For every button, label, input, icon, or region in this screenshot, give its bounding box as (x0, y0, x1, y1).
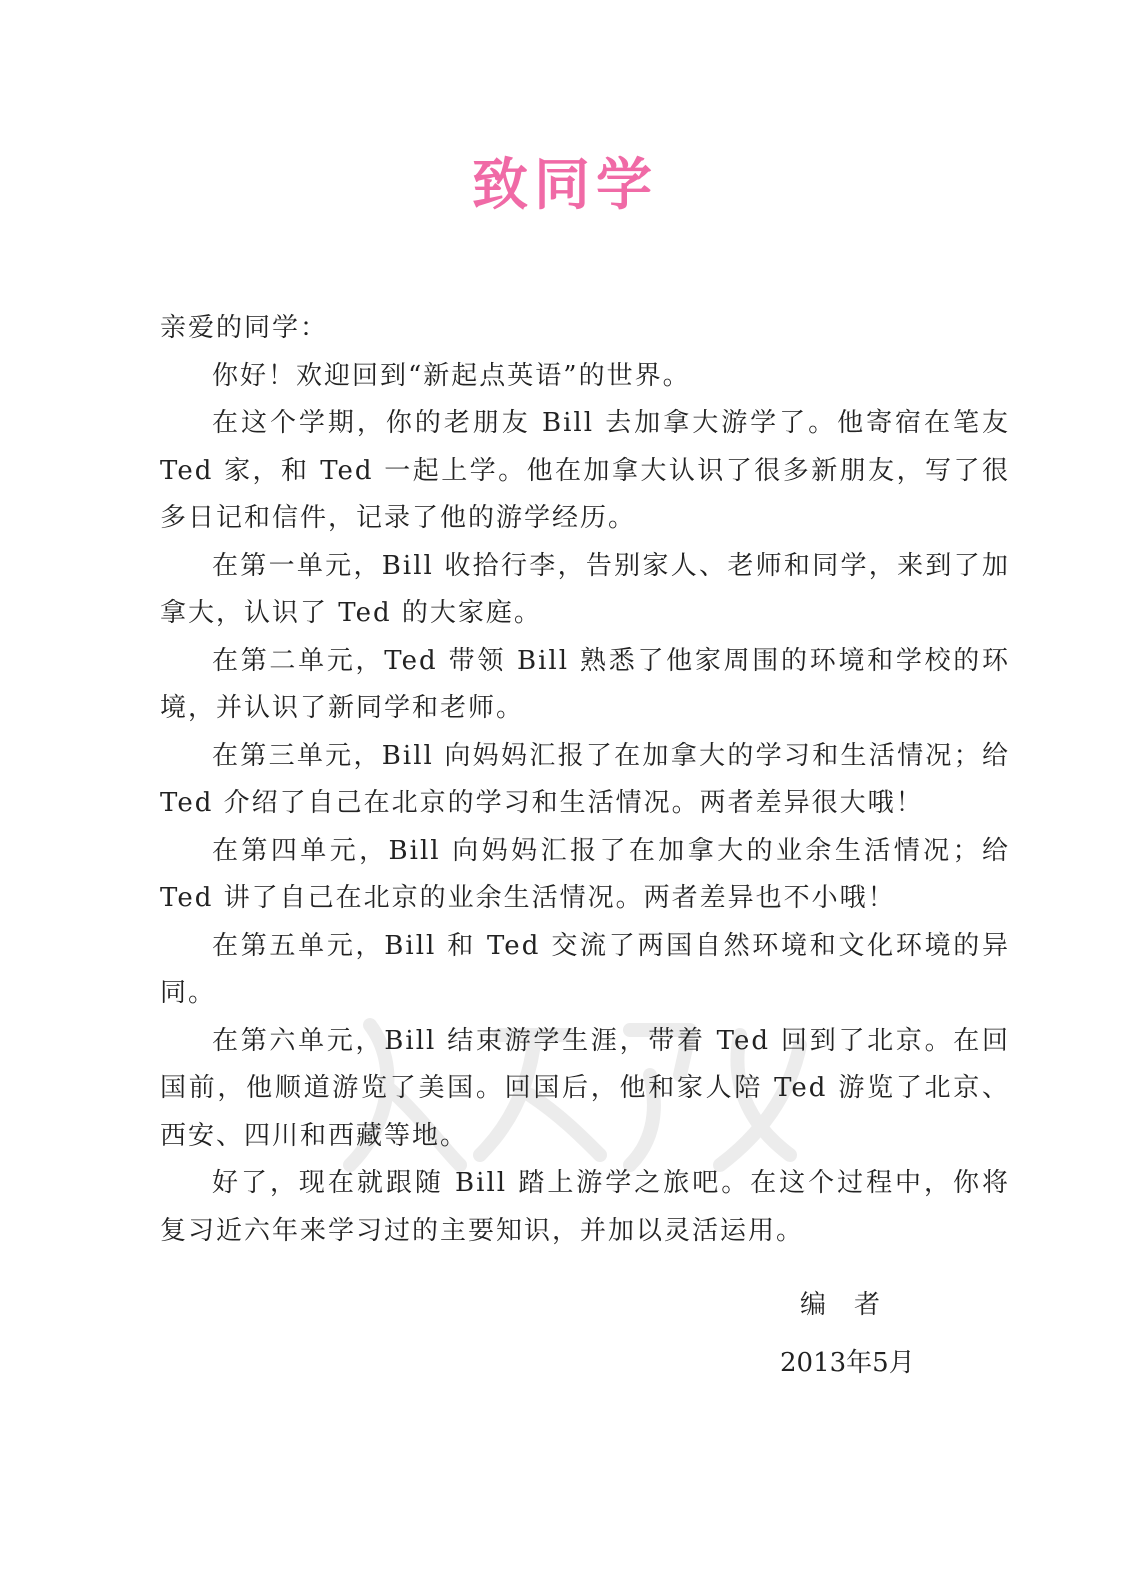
date: 2013年5月 (780, 1348, 915, 1378)
paragraph-closing: 好了，现在就跟随 Bill 踏上游学之旅吧。在这个过程中，你将复习近六年来学习过的主要知识，并加以灵活运用。 (160, 1168, 1010, 1246)
paragraph-unit-2: 在第二单元，Ted 带领 Bill 熟悉了他家周围的环境和学校的环境，并认识了新同学和老师。 (160, 645, 1010, 723)
signature: 编者 (800, 1290, 909, 1320)
letter-body (160, 305, 1010, 1255)
paragraph-unit-4: 在第四单元，Bill 向妈妈汇报了在加拿大的业余生活情况；给 Ted 讲了自己在北京的业余生活情况。两者差异也不小哦！ (160, 835, 1010, 913)
paragraph-greeting: 你好！欢迎回到“新起点英语”的世界。 (212, 360, 691, 391)
paragraph-intro: 在这个学期，你的老朋友 Bill 去加拿大游学了。他寄宿在笔友 Ted 家，和 Ted 一起上学。他在加拿大认识了很多新朋友，写了很多日记和信件，记录了他的游学经历。 (160, 408, 1010, 533)
page-title: 致同学 (472, 152, 658, 218)
paragraph-unit-6: 在第六单元，Bill 结束游学生涯，带着 Ted 回到了北京。在回国前，他顺道游览了美国。回国后，他和家人陪 Ted 游览了北京、西安、四川和西藏等地。 (160, 1025, 1010, 1151)
salutation: 亲爱的同学： (160, 313, 329, 343)
paragraph-unit-1: 在第一单元，Bill 收拾行李，告别家人、老师和同学，来到了加拿大，认识了 Ted 的大家庭。 (160, 550, 1010, 628)
paragraph-unit-3: 在第三单元，Bill 向妈妈汇报了在加拿大的学习和生活情况；给 Ted 介绍了自己在北京的学习和生活情况。两者差异很大哦！ (160, 740, 1010, 818)
paragraph-unit-5: 在第五单元，Bill 和 Ted 交流了两国自然环境和文化环境的异同。 (160, 930, 1010, 1008)
